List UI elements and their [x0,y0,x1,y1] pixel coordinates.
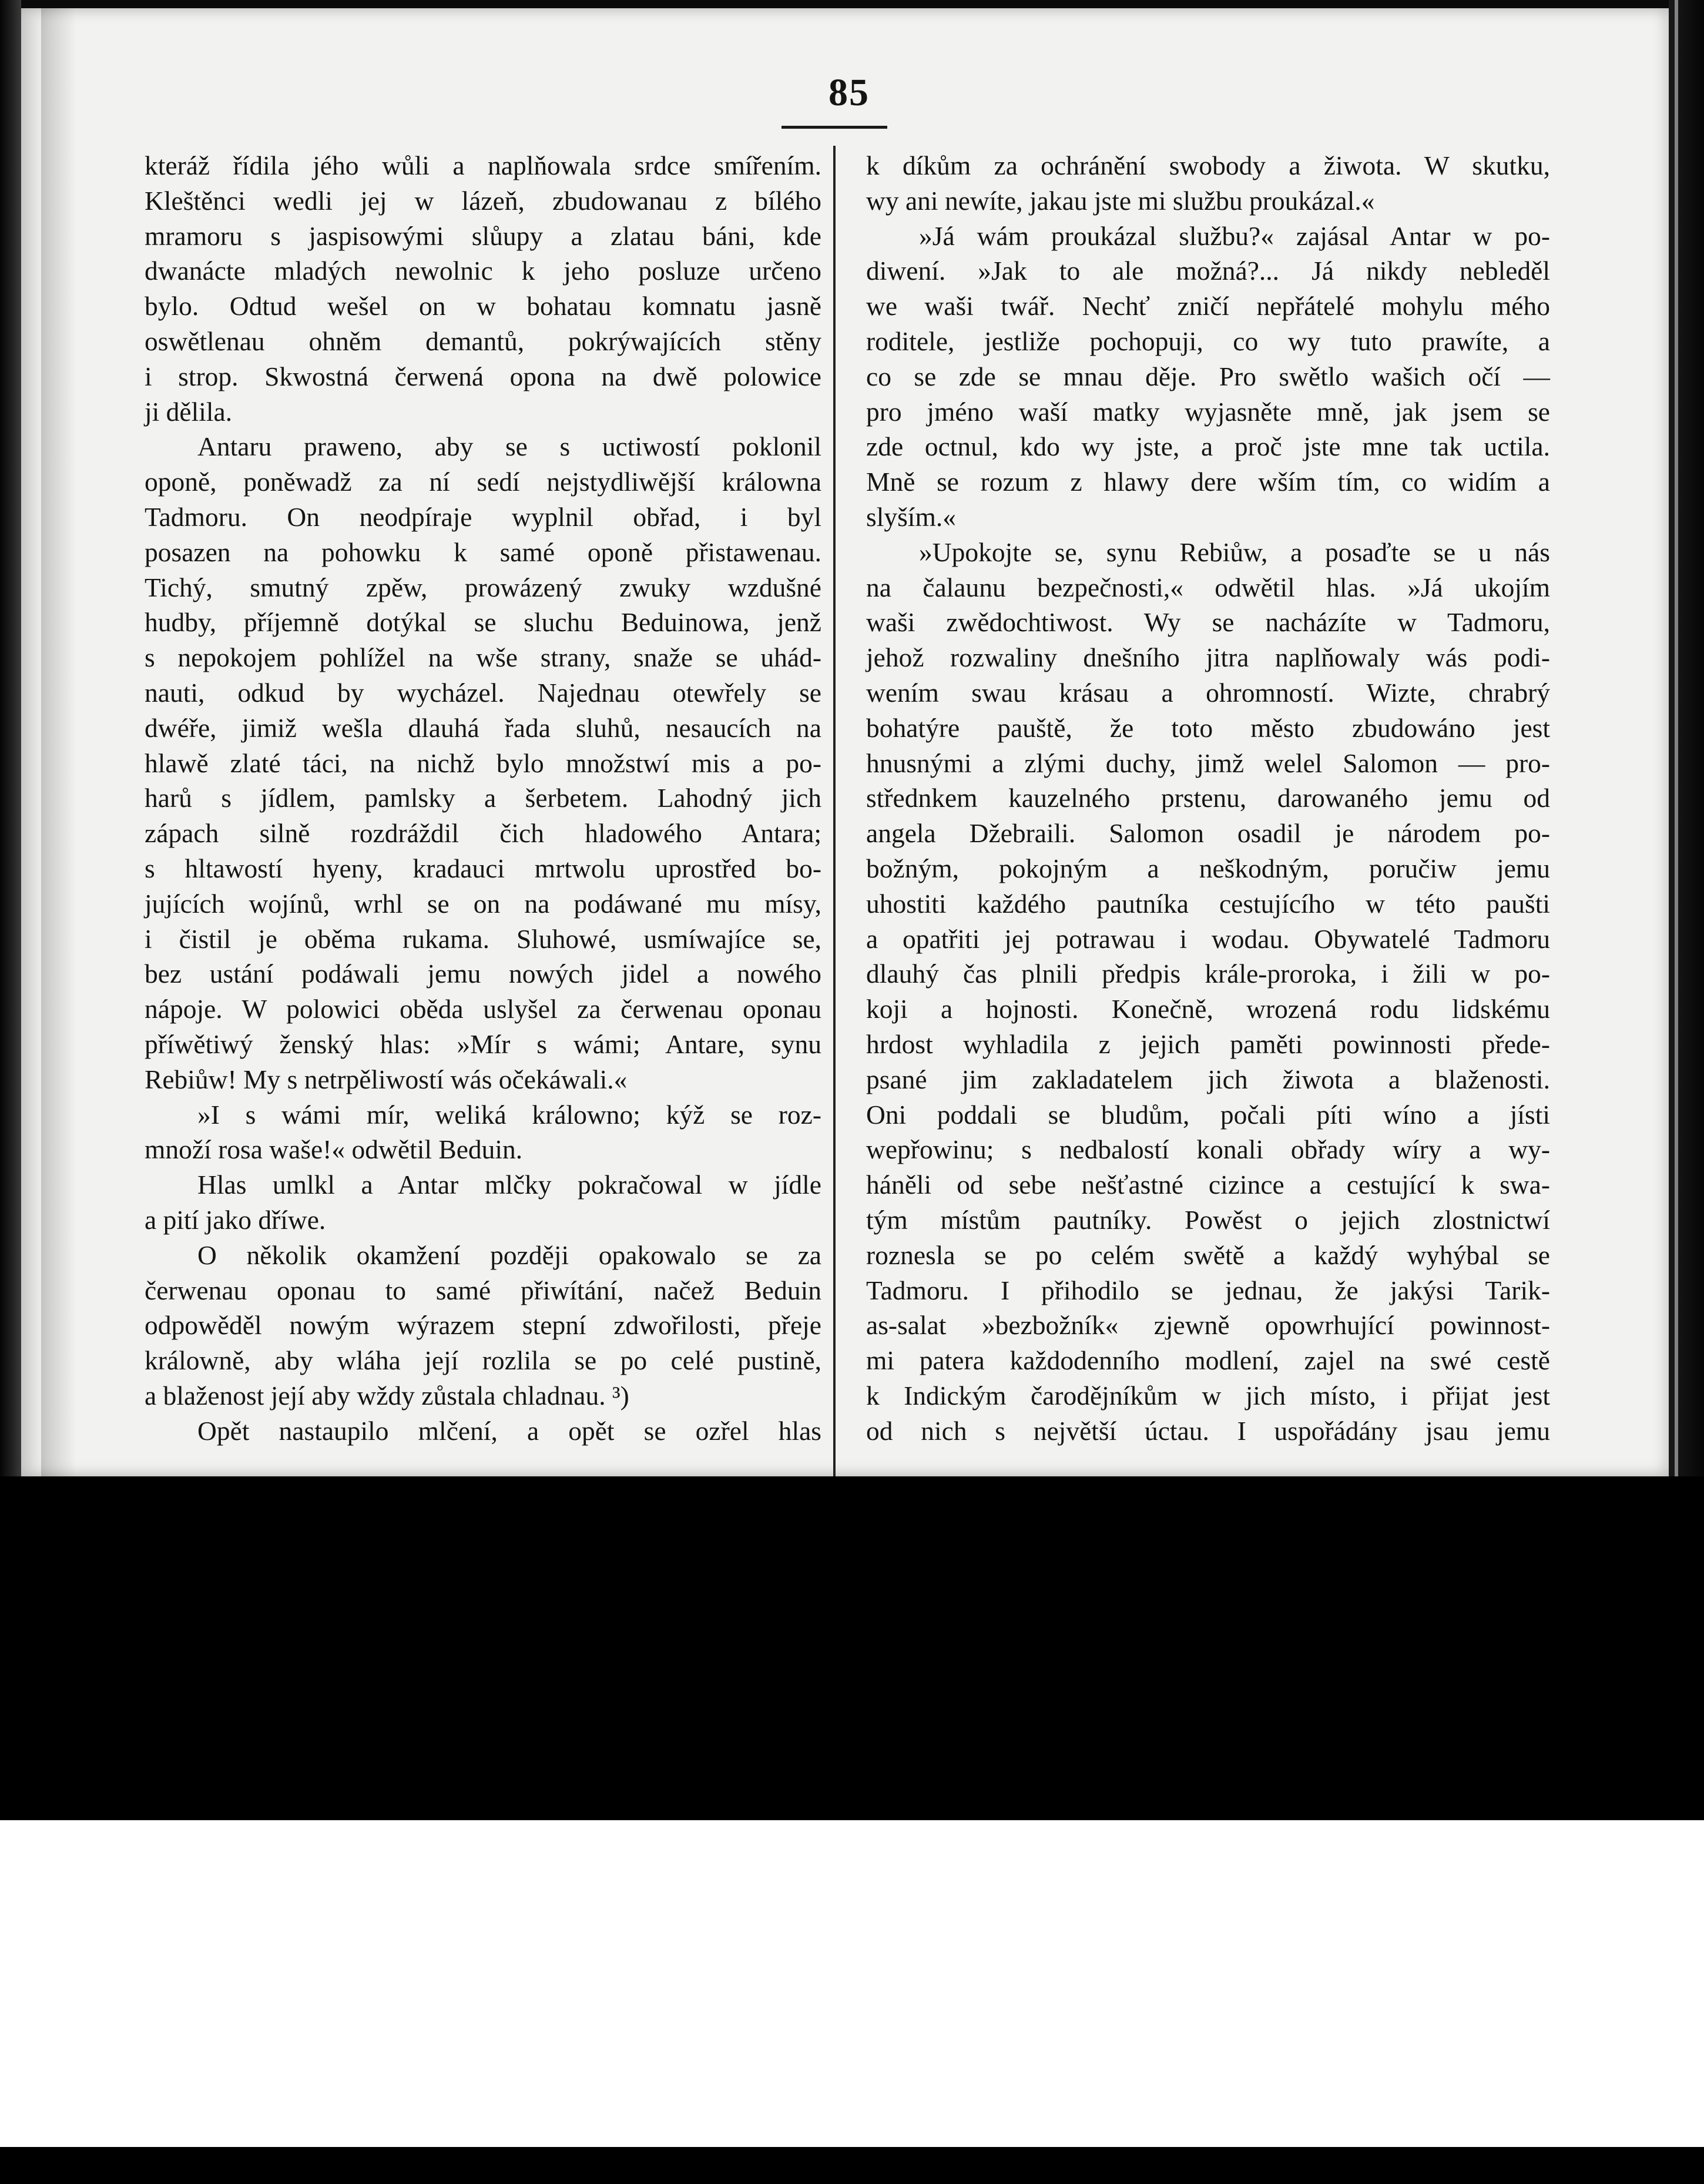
text-line: božným, pokojným a neškodným, poručiw jemu [866,853,1550,883]
text-line: waši zwědochtiwost. Wy se nacházíte w Tadmoru, [866,607,1550,638]
text-line: as-salat »bezbožník« zjewně opowrhující powinnost- [866,1310,1550,1341]
text-line: co se zde se mnau děje. Pro swětlo wašich očí — [866,361,1550,391]
blank-area [0,1820,1704,2147]
text-line: Rebiůw! My s netrpěliwostí wás očekáwali.« [145,1064,628,1094]
text-line: bohatýre pauště, že toto město zbudowáno jest [866,712,1550,743]
text-line: dwanácte mladých newolnic k jeho posluze určeno [145,256,821,286]
text-line: a blaženost její aby wždy zůstala chladnau. ³) [145,1380,629,1411]
left-text-column [145,148,821,1448]
text-line: zápach silně rozdráždil čich hladowého Antara; [145,818,821,849]
text-line: tým místům pautníky. Powěst o jejich zlostnictwí [866,1204,1550,1235]
text-line: O několik okamžení později opakowalo se za [197,1240,821,1270]
text-line: a pití jako dříwe. [145,1204,326,1235]
scan-black-area [0,1476,1704,1820]
text-line: posazen na pohowku k samé oponě přistawenau. [145,537,821,567]
text-line: háněli od sebe nešťastné cizince a cestující k swa- [866,1170,1550,1200]
column-divider [833,146,836,1476]
text-line: wením swau krásau a ohromností. Wizte, chrabrý [866,677,1550,708]
text-line: hudby, příjemně dotýkal se sluchu Beduinowa, jenž [145,607,821,638]
text-line: slyším.« [866,501,956,532]
page-gutter-shadow [41,8,76,1476]
text-line: mramoru s jaspisowými slůupy a zlatau báni, kde [145,220,821,251]
text-line: »Upokojte se, synu Rebiůw, a posaďte se u nás [919,537,1550,567]
text-line: Opět nastaupilo mlčení, a opět se ozřel hlas [197,1415,821,1446]
text-line: we waši twář. Nechť zničí nepřátelé mohylu mého [866,291,1550,321]
text-line: s hltawostí hyeny, kradauci mrtwolu uprostřed bo- [145,853,821,883]
text-line: angela Džebraili. Salomon osadil je národem po- [866,818,1550,849]
text-line: »Já wám proukázal službu?« zajásal Antar w po- [919,220,1550,251]
text-line: i strop. Skwostná čerwená opona na dwě polowice [145,361,821,391]
text-line: nauti, odkud by wycházel. Najednau otewřely se [145,677,821,708]
text-line: i čistil je oběma rukama. Sluhowé, usmíwajíce se, [145,923,821,954]
text-line: hrdost wyhladila z jejich paměti powinnosti přede- [866,1029,1550,1059]
text-line: uhostiti každého pautníka cestujícího w této paušti [866,888,1550,919]
text-line: dlauhý čas plnili předpis krále-proroka, i žili w po- [866,959,1550,989]
text-line: Kleštěnci wedli jej w lázeň, zbudowanau z bílého [145,185,821,216]
text-line: Tichý, smutný zpěw, prowázený zwuky wzdušné [145,572,821,602]
text-line: psané jim zakladatelem jich žiwota a blaženosti. [866,1064,1550,1094]
text-line: jehož rozwaliny dnešního jitra naplňowaly wás podi- [866,642,1550,673]
scan-border-left [0,0,21,1476]
page-number-rule [781,126,887,129]
text-line: s nepokojem pohlížel na wše strany, snaže se uhád- [145,642,821,673]
text-line: hnusnými a zlými duchy, jimž welel Salomon — pro- [866,748,1550,778]
text-line: odpowěděl nowým wýrazem stepní zdwořilosti, přeje [145,1310,821,1341]
text-line: k díkům za ochránění swobody a žiwota. W skutku, [866,150,1550,180]
right-text-column [866,148,1550,1448]
text-line: králowně, aby wláha její rozlila se po celé pustině, [145,1345,821,1376]
text-line: střednkem kauzelného prstenu, darowaného jemu od [866,783,1550,813]
text-line: »I s wámi mír, weliká králowno; kýž se roz- [197,1099,821,1130]
text-line: Hlas umlkl a Antar mlčky pokračowal w jídle [197,1170,821,1200]
text-line: ji dělila. [145,396,233,427]
text-line: Mně se rozum z hlawy dere wším tím, co widím a [866,467,1550,497]
text-line: a opatřiti jej potrawau i wodau. Obywatelé Tadmoru [866,923,1550,954]
text-line: Tadmoru. I přihodilo se jednau, že jakýsi Tarik- [866,1275,1550,1305]
text-line: Oni poddali se bludům, počali píti wíno a jísti [866,1099,1550,1130]
scan-border-bottom [0,2147,1704,2184]
text-line: pro jméno waší matky wyjasněte mně, jak jsem se [866,396,1550,427]
text-line: mi patera každodenního modlení, zajel na swé cestě [866,1345,1550,1376]
text-line: hlawě zlaté táci, na nichž bylo množstwí mis a po- [145,748,821,778]
scan-border-top [0,0,1704,8]
text-line: oswětlenau ohněm demantů, pokrýwajících stěny [145,326,821,356]
text-line: wepřowinu; s nedbalostí konali obřady wíry a wy- [866,1134,1550,1165]
text-line: příwětiwý ženský hlas: »Mír s wámi; Antare, synu [145,1029,821,1059]
text-line: roznesla se po celém swětě a každý wyhýbal se [866,1240,1550,1270]
text-line: čerwenau oponau to samé přiwítání, načež Beduin [145,1275,821,1305]
text-line: bylo. Odtud wešel on w bohatau komnatu jasně [145,291,821,321]
next-page-edge [1675,0,1678,1476]
text-line: kteráž řídila jého wůli a naplňowala srdce smířením. [145,150,821,180]
text-line: diwení. »Jak to ale možná?... Já nikdy nebleděl [866,256,1550,286]
text-line: Tadmoru. On neodpíraje wyplnil obřad, i byl [145,501,821,532]
text-line: oponě, poněwadž za ní sedí nejstydliwější králowna [145,467,821,497]
text-line: na čalaunu bezpečnosti,« odwětil hlas. »Já ukojím [866,572,1550,602]
text-line: bez ustání podáwali jemu nowých jidel a nowého [145,959,821,989]
text-line: Antaru praweno, aby se s uctiwostí poklonil [197,431,821,462]
text-line: zde octnul, kdo wy jste, a proč jste mne tak uctila. [866,431,1550,462]
text-line: od nich s největší úctau. I uspořádány jsau jemu [866,1415,1550,1446]
text-line: jujících wojínů, wrhl se on na podáwané mu mísy, [145,888,821,919]
text-line: množí rosa waše!« odwětil Beduin. [145,1134,523,1165]
text-line: koji a hojnosti. Konečně, wrozená rodu lidskému [866,994,1550,1024]
text-line: wy ani newíte, jakau jste mi službu proukázal.« [866,185,1375,216]
page-number: 85 [828,71,870,114]
text-line: roditele, jestliže pochopuji, co wy tuto prawíte, a [866,326,1550,356]
text-line: nápoje. W polowici oběda uslyšel za čerwenau oponau [145,994,821,1024]
text-line: harů s jídlem, pamlsky a šerbetem. Lahodný jich [145,783,821,813]
text-line: k Indickým čarodějníkům w jich místo, i přijat jest [866,1380,1550,1411]
text-line: dwéře, jimiž wešla dlauhá řada sluhů, nesaucích na [145,712,821,743]
scan-border-right [1669,0,1704,1476]
